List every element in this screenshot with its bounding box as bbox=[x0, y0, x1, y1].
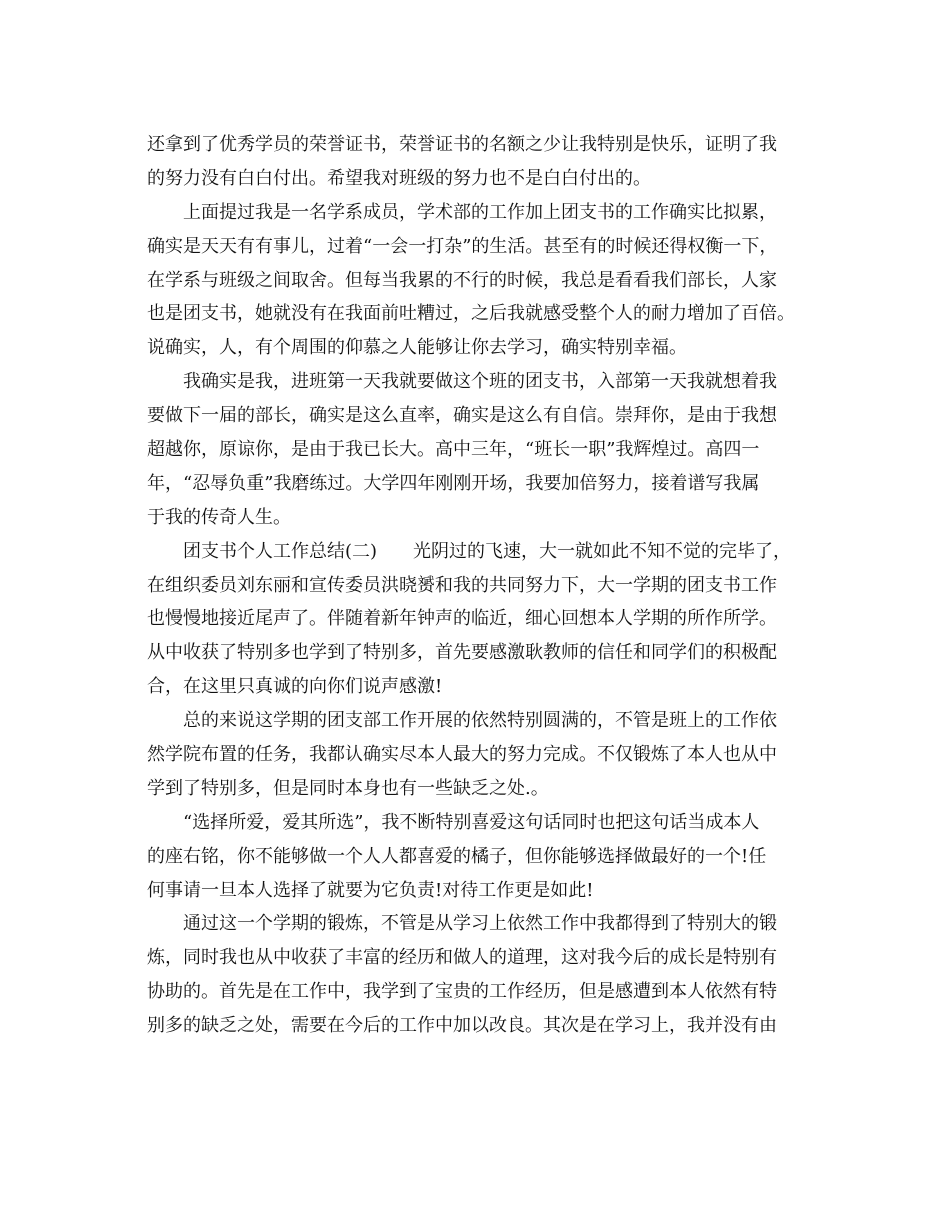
text-line: 确实是天天有有事儿，过着“一会一打杂”的生活。甚至有的时候还得权衡一下， bbox=[147, 235, 778, 257]
text-line: 的座右铭，你不能够做一个人人都喜爱的橘子，但你能够选择做最好的一个!任 bbox=[147, 845, 767, 867]
text-line: 然学院布置的任务，我都认确实尽本人最大的努力完成。不仅锻炼了本人也从中 bbox=[147, 744, 777, 766]
text-line: 也慢慢地接近尾声了。伴随着新年钟声的临近，细心回想本人学期的所作所学。 bbox=[147, 608, 777, 630]
text-line: 于我的传奇人生。 bbox=[147, 506, 291, 528]
text-line: 年，“忍辱负重”我磨练过。大学四年刚刚开场，我要加倍努力，接着谱写我属 bbox=[147, 472, 760, 494]
text-line: 在学系与班级之间取舍。但每当我累的不行的时候，我总是看看我们部长，人家 bbox=[147, 269, 777, 291]
text-line: 总的来说这学期的团支部工作开展的依然特别圆满的，不管是班上的工作依 bbox=[147, 710, 777, 732]
text-line: 炼，同时我也从中收获了丰富的经历和做人的道理，这对我今后的成长是特别有 bbox=[147, 947, 777, 969]
text-line: 还拿到了优秀学员的荣誉证书，荣誉证书的名额之少让我特别是快乐，证明了我 bbox=[147, 134, 777, 155]
text-line: 的努力没有白白付出。希望我对班级的努力也不是白白付出的。 bbox=[147, 167, 651, 189]
text-line: 在组织委员刘东丽和宣传委员洪晓赟和我的共同努力下，大一学期的团支书工作 bbox=[147, 574, 777, 596]
text-line: 别多的缺乏之处，需要在今后的工作中加以改良。其次是在学习上，我并没有由 bbox=[147, 1015, 777, 1037]
text-line: 合，在这里只真诚的向你们说声感激! bbox=[147, 676, 443, 698]
text-line: 说确实，人，有个周围的仰慕之人能够让你去学习，确实特别幸福。 bbox=[147, 337, 687, 359]
text-line: 要做下一届的部长，确实是这么直率，确实是这么有自信。崇拜你，是由于我想 bbox=[147, 405, 777, 427]
text-line: 我确实是我，进班第一天我就要做这个班的团支书，入部第一天我就想着我 bbox=[147, 371, 777, 393]
text-line: 学到了特别多，但是同时本身也有一些缺乏之处.。 bbox=[147, 777, 549, 799]
text-line: 协助的。首先是在工作中，我学到了宝贵的工作经历，但是感遭到本人依然有特 bbox=[147, 981, 777, 1003]
document-body bbox=[147, 128, 807, 1043]
text-line: 从中收获了特别多也学到了特别多，首先要感激耿教师的信任和同学们的积极配 bbox=[147, 642, 777, 664]
text-line: 团支书个人工作总结(二) 光阴过的飞速，大一就如此不知不觉的完毕了， bbox=[147, 540, 792, 562]
text-line: 何事请一旦本人选择了就要为它负责!对待工作更是如此! bbox=[147, 879, 594, 901]
text-line: “选择所爱，爱其所选”，我不断特别喜爱这句话同时也把这句话当成本人 bbox=[147, 811, 760, 833]
text-line: 通过这一个学期的锻炼，不管是从学习上依然工作中我都得到了特别大的锻 bbox=[147, 913, 777, 935]
text-line: 也是团支书，她就没有在我面前吐糟过，之后我就感受整个人的耐力增加了百倍。 bbox=[147, 303, 795, 325]
text-line: 超越你，原谅你，是由于我已长大。高中三年，“班长一职”我辉煌过。高四一 bbox=[147, 439, 760, 461]
text-line: 上面提过我是一名学系成员，学术部的工作加上团支书的工作确实比拟累， bbox=[147, 201, 777, 223]
